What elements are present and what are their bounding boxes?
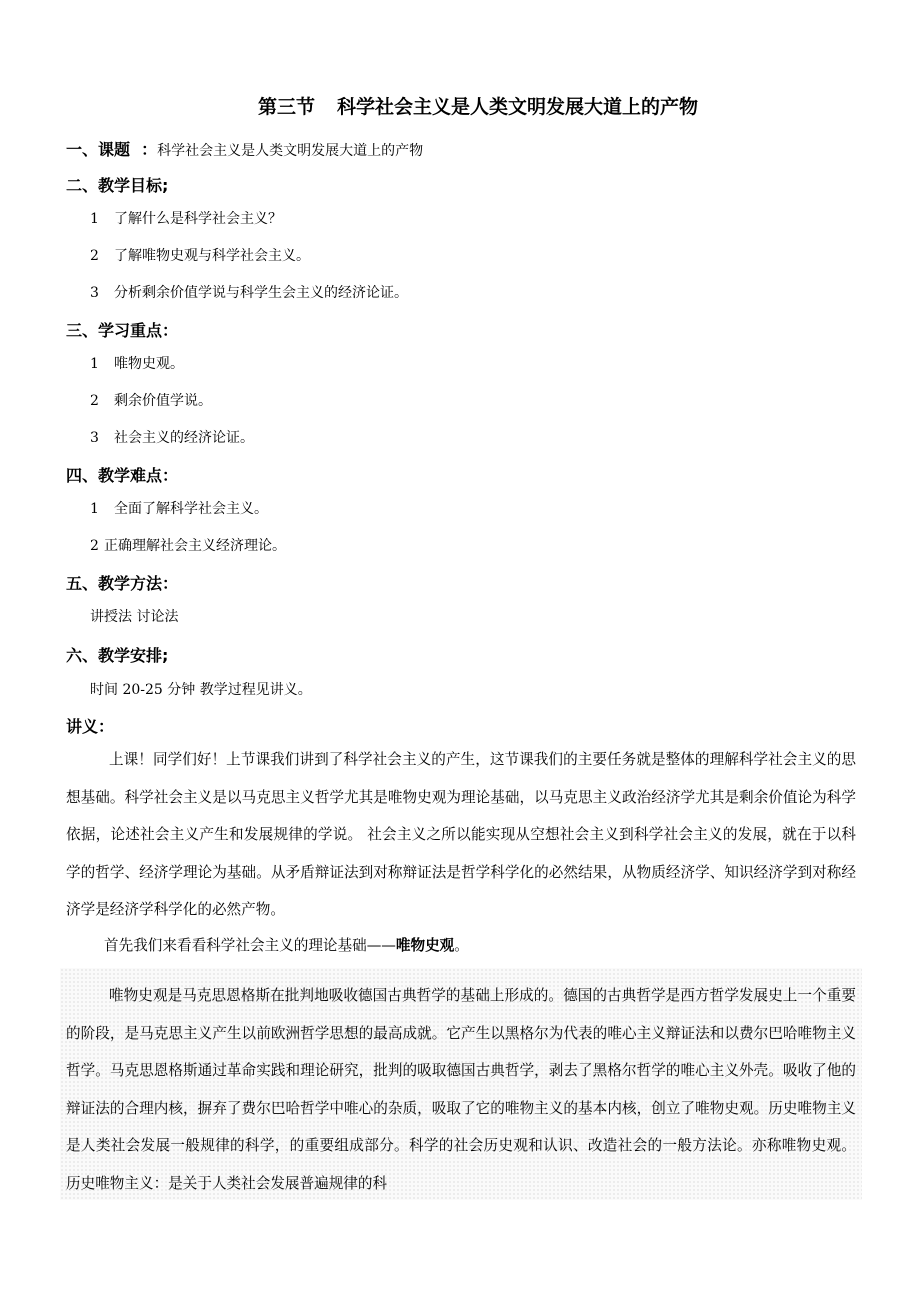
lecture-heading: 讲义：: [66, 717, 115, 736]
item-text: 分析剩余价值学说与科学生会主义的经济论证。: [114, 285, 408, 301]
lecture-paragraph-1: 上课！同学们好！上节课我们讲到了科学社会主义的产生，这节课我们的主要任务就是整体的理解科学社会主义的思想基础。科学社会主义是以马克思主义哲学尤其是唯物史观为理论基础，以马克思主义政治经济学尤其是剩余价值论为科学依据，论述社会主义产生和发展规律的学说。 社会主义之所以能实现从空想社会主义到科学社会主义的发展，就在于以科学的哲学、经济学理论为基础。从矛盾辩证法到对称辩证法是哲学科学化的必然结果，从物质经济学、知识经济学到对称经济学是经济学科学化的必然产物。: [66, 751, 856, 918]
list-item: [90, 208, 282, 228]
methods-heading: 五、教学方法：: [66, 574, 179, 593]
topic-heading: [66, 137, 423, 160]
emphasis-text: 唯物史观: [395, 937, 455, 954]
difficulties-heading: 四、教学难点：: [66, 466, 179, 485]
list-item: [90, 535, 286, 555]
item-text: 正确理解社会主义经济理论。: [104, 538, 286, 554]
item-number: 2: [90, 538, 99, 554]
lecture-paragraph-2: [66, 927, 856, 965]
item-text: 社会主义的经济论证。: [114, 430, 254, 446]
item-number: 3: [90, 285, 99, 301]
item-number: 3: [90, 430, 99, 446]
goals-heading: 二、教学目标;: [66, 176, 169, 195]
schedule-heading: 六、教学安排;: [66, 646, 169, 665]
topic-label: 一、课题: [66, 140, 131, 159]
item-number: 2: [90, 248, 99, 264]
page-title: [258, 92, 698, 119]
paragraph-end: 。: [454, 937, 469, 954]
list-item: [90, 498, 268, 518]
schedule-text: 时间 20-25 分钟 教学过程见讲义。: [90, 682, 312, 698]
item-text: 了解唯物史观与科学社会主义。: [114, 248, 310, 264]
list-item: [90, 390, 212, 410]
list-item: [90, 282, 408, 302]
item-text: 了解什么是科学社会主义？: [114, 211, 282, 227]
list-item: [90, 245, 310, 265]
key-points-heading: 三、学习重点：: [66, 321, 179, 340]
list-item: [90, 427, 254, 447]
item-number: 1: [90, 211, 99, 227]
paragraph-lead: 首先我们来看看科学社会主义的理论基础——: [104, 937, 396, 954]
item-number: 2: [90, 393, 99, 409]
section-heading: 科学社会主义是人类文明发展大道上的产物: [337, 96, 699, 118]
lecture-paragraph-3: 唯物史观是马克思恩格斯在批判地吸收德国古典哲学的基础上形成的。德国的古典哲学是西方哲学发展史上一个重要的阶段，是马克思主义产生以前欧洲哲学思想的最高成就。它产生以黑格尔为代表的唯心主义辩证法和以费尔巴哈唯物主义哲学。马克思恩格斯通过革命实践和理论研究，批判的吸取德国古典哲学，剥去了黑格尔哲学的唯心主义外壳。吸收了他的辩证法的合理内核，摒弃了费尔巴哈哲学中唯心的杂质，吸取了它的唯物主义的基本内核，创立了唯物史观。历史唯物主义是人类社会发展一般规律的科学，的重要组成部分。科学的社会历史观和认识、改造社会的一般方法论。亦称唯物史观。 历史唯物主义：是关于人类社会发展普遍规律的科: [66, 987, 856, 1192]
topic-text: 科学社会主义是人类文明发展大道上的产物: [157, 143, 424, 159]
item-text: 唯物史观。: [114, 356, 184, 372]
item-text: 全面了解科学社会主义。: [114, 501, 268, 517]
item-number: 1: [90, 501, 99, 517]
section-number: 第三节: [258, 96, 316, 118]
topic-colon: ：: [141, 140, 158, 159]
methods-text: 讲授法 讨论法: [90, 609, 179, 625]
item-text: 剩余价值学说。: [114, 393, 212, 409]
item-number: 1: [90, 356, 99, 372]
list-item: [90, 353, 184, 373]
